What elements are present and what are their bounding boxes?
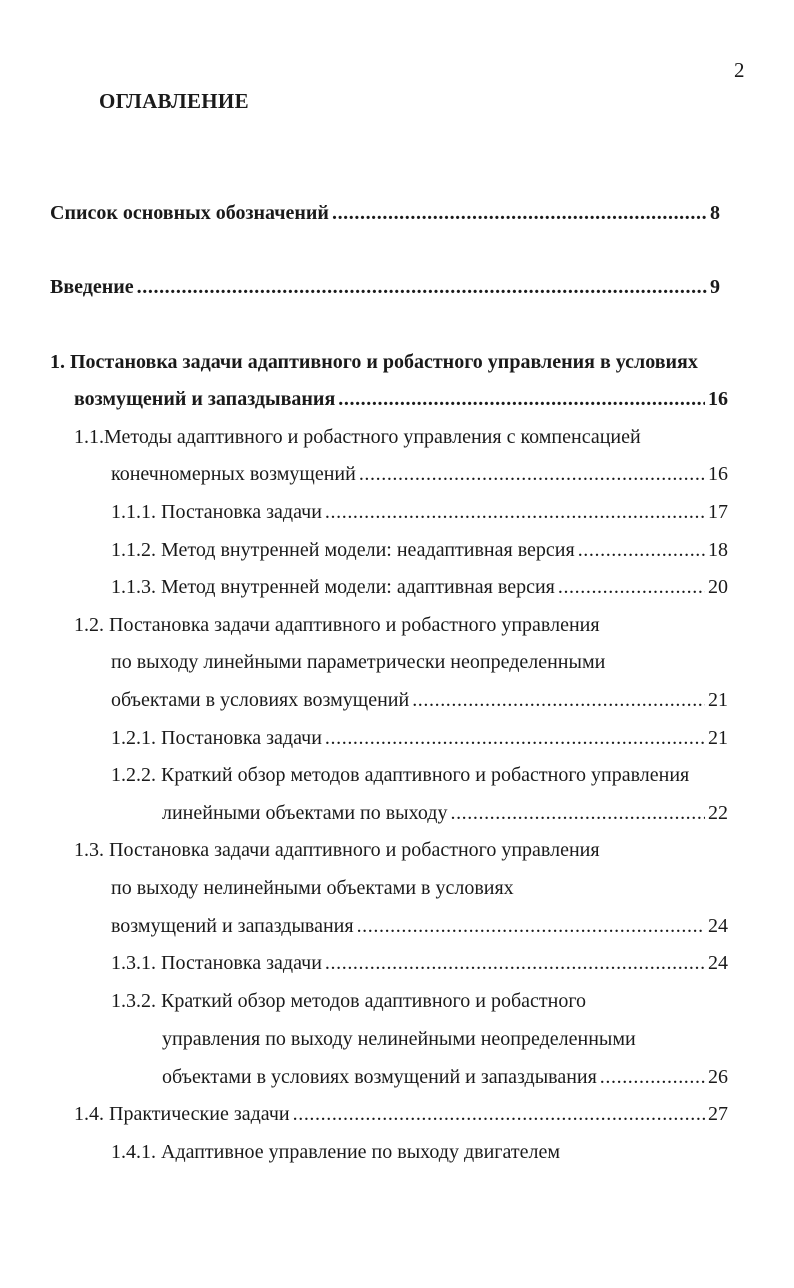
- toc-entry-text-line1: 1.3.2. Краткий обзор методов адаптивного и робастного: [111, 990, 587, 1012]
- toc-row: [50, 272, 720, 302]
- toc-entry-text: Список основных обозначений: [50, 202, 329, 224]
- dot-leader: [558, 572, 705, 602]
- toc-entry-text-line3: объектами в условиях возмущений и запаздывания: [162, 1066, 597, 1088]
- toc-page-number: 18: [708, 539, 728, 561]
- toc-row: [162, 1062, 728, 1092]
- toc-entry-text-line2: возмущений и запаздывания: [74, 388, 336, 410]
- toc-row: [111, 948, 728, 978]
- dot-leader: [325, 497, 705, 527]
- toc-page-number: 8: [710, 202, 720, 224]
- toc-entry-text: 1.1.1. Постановка задачи: [111, 501, 322, 523]
- toc-entry-chapter-1[interactable]: [0, 347, 794, 377]
- toc-entry-1-3-2[interactable]: [0, 986, 794, 1016]
- toc-entry-text-line1: 1.2.2. Краткий обзор методов адаптивного и робастного управления: [111, 764, 690, 786]
- toc-page-number: 16: [708, 463, 728, 485]
- dot-leader: [293, 1099, 705, 1129]
- toc-row: [111, 459, 728, 489]
- toc-entry-text: 1.4. Практические задачи: [74, 1103, 290, 1125]
- toc-entry-text: 1.2.1. Постановка задачи: [111, 727, 322, 749]
- toc-entry-text-line3: объектами в условиях возмущений: [111, 689, 410, 711]
- toc-entry-text-line1: 1. Постановка задачи адаптивного и робастного управления в условиях: [50, 351, 698, 373]
- toc-entry-text: Введение: [50, 276, 134, 298]
- toc-row: [111, 685, 728, 715]
- toc-page-number: 21: [708, 727, 728, 749]
- toc-entry-text: 1.1.3. Метод внутренней модели: адаптивная версия: [111, 576, 555, 598]
- dot-leader: [332, 198, 707, 228]
- toc-entry-text-line2: по выходу линейными параметрически неопределенными: [111, 651, 606, 673]
- toc-entry-1-1-3[interactable]: [0, 572, 794, 602]
- toc-entry-notation[interactable]: [0, 198, 794, 228]
- toc-page-number: 17: [708, 501, 728, 523]
- toc-page-number: 9: [710, 276, 720, 298]
- toc-entry-1-3[interactable]: [0, 835, 794, 865]
- toc-row: [111, 723, 728, 753]
- toc-entry-text-line1: 1.3. Постановка задачи адаптивного и робастного управления: [74, 839, 600, 861]
- toc-entry-text-line2: конечномерных возмущений: [111, 463, 356, 485]
- toc-page-number: 22: [708, 802, 728, 824]
- toc-entry-text: 1.3.1. Постановка задачи: [111, 952, 322, 974]
- toc-entry-text: 1.1.2. Метод внутренней модели: неадаптивная версия: [111, 539, 575, 561]
- toc-entry-text-line3: возмущений и запаздывания: [111, 915, 354, 937]
- toc-row: [74, 384, 728, 414]
- toc-entry-1-4[interactable]: [0, 1099, 794, 1129]
- toc-entry-intro[interactable]: [0, 272, 794, 302]
- toc-row: [162, 798, 728, 828]
- page-number: 2: [734, 58, 745, 82]
- dot-leader: [325, 948, 705, 978]
- dot-leader: [357, 911, 705, 941]
- toc-entry-1-2[interactable]: [0, 610, 794, 640]
- toc-entry-1-3-2-cont[interactable]: [0, 1024, 794, 1054]
- toc-row: [111, 911, 728, 941]
- toc-entry-1-2-cont[interactable]: [0, 647, 794, 677]
- toc-entry-1-3-cont[interactable]: [0, 873, 794, 903]
- toc-entry-1-1-2[interactable]: [0, 535, 794, 565]
- dot-leader: [338, 384, 705, 414]
- toc-entry-1-3-cont2[interactable]: [0, 911, 794, 941]
- toc-entry-1-1-1[interactable]: [0, 497, 794, 527]
- toc-page-number: 21: [708, 689, 728, 711]
- toc-page-number: 20: [708, 576, 728, 598]
- toc-entry-1-1-cont[interactable]: [0, 459, 794, 489]
- toc-entry-1-4-1[interactable]: [0, 1137, 794, 1167]
- toc-entry-text-line2: по выходу нелинейными объектами в условиях: [111, 877, 514, 899]
- toc-page-number: 24: [708, 915, 728, 937]
- toc-page-number: 27: [708, 1103, 728, 1125]
- toc-page-number: 24: [708, 952, 728, 974]
- toc-entry-text-line1: 1.1.Методы адаптивного и робастного управления с компенсацией: [74, 426, 641, 448]
- toc-page-number: 26: [708, 1066, 728, 1088]
- toc-entry-1-3-1[interactable]: [0, 948, 794, 978]
- dot-leader: [137, 272, 707, 302]
- toc-row: [111, 497, 728, 527]
- toc-entry-1-3-2-cont2[interactable]: [0, 1062, 794, 1092]
- toc-row: [111, 572, 728, 602]
- dot-leader: [450, 798, 705, 828]
- dot-leader: [325, 723, 705, 753]
- toc-entry-text-line1: 1.2. Постановка задачи адаптивного и робастного управления: [74, 614, 600, 636]
- toc-row: [111, 535, 728, 565]
- toc-row: [50, 198, 720, 228]
- dot-leader: [600, 1062, 705, 1092]
- toc-entry-1-2-2-cont[interactable]: [0, 798, 794, 828]
- page-title: ОГЛАВЛЕНИЕ: [99, 89, 249, 113]
- toc-entry-1-2-1[interactable]: [0, 723, 794, 753]
- toc-entry-text-line2: управления по выходу нелинейными неопределенными: [162, 1028, 636, 1050]
- toc-entry-text: 1.4.1. Адаптивное управление по выходу двигателем: [111, 1141, 560, 1163]
- dot-leader: [359, 459, 705, 489]
- toc-entry-1-2-2[interactable]: [0, 760, 794, 790]
- toc-entry-1-1[interactable]: [0, 422, 794, 452]
- dot-leader: [412, 685, 705, 715]
- toc-page-number: 16: [708, 388, 728, 410]
- toc-entry-text-line2: линейными объектами по выходу: [162, 802, 448, 824]
- toc-row: [74, 1099, 728, 1129]
- toc-entry-1-2-cont2[interactable]: [0, 685, 794, 715]
- dot-leader: [578, 535, 705, 565]
- toc-entry-chapter-1-cont[interactable]: [0, 384, 794, 414]
